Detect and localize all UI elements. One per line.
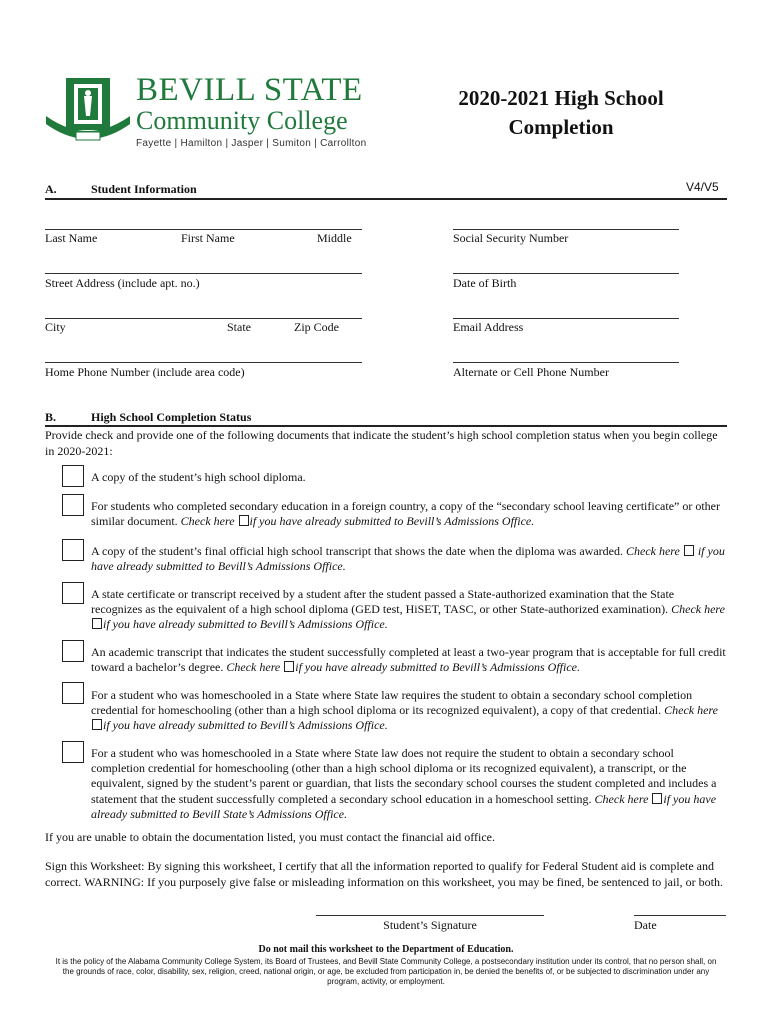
option-5-submitted-checkbox[interactable] [284,661,294,672]
option-6-submitted-checkbox[interactable] [92,719,102,730]
option-2-submitted-checkbox[interactable] [239,515,249,526]
section-b-rule [45,425,727,427]
name-field-line[interactable] [45,229,362,230]
signature-label: Student’s Signature [383,918,477,932]
dob-label: Date of Birth [453,276,517,290]
section-a-rule [45,198,727,200]
section-b-title: High School Completion Status [91,410,252,424]
ssn-label: Social Security Number [453,231,569,245]
option-7-checkbox[interactable] [62,741,84,763]
section-b-intro: Provide check and provide one of the following documents that indicate the student’s high school completion status when you begin college in 2020-2021: [45,428,718,458]
email-field-line[interactable] [453,318,679,319]
option-3-checkbox[interactable] [62,539,84,561]
option-1-text: A copy of the student’s high school diploma. [91,470,306,484]
option-3-text: A copy of the student’s final official high school transcript that shows the date when the diploma was awarded. Check here if you have already submitted to Bevill’s Admissions Office. [91,544,725,574]
section-a-letter: A. [45,182,57,196]
form-title: 2020-2021 High School Completion [458,86,664,139]
section-a-title: Student Information [91,182,197,196]
middle-label: Middle [317,231,352,245]
option-2-text: For students who completed secondary education in a foreign country, a copy of the “secondary school leaving certificate” or other similar document. Check here if you have already submitted to Bevill’s Admissions Office. [91,499,720,529]
dob-field-line[interactable] [453,273,679,274]
option-4-checkbox[interactable] [62,582,84,604]
logo-college-name: BEVILL STATE [136,72,363,108]
option-6-text: For a student who was homeschooled in a State where State law requires the student to obtain a secondary school completion credential for homeschooling (other than a high school diploma or its recognized equivalent), a copy of that credential. Check here if you have already submitted to Bevill’s Admissions Office. [91,688,718,733]
option-1-checkbox[interactable] [62,465,84,487]
signature-field-line[interactable] [316,915,544,916]
email-label: Email Address [453,320,524,334]
first-name-label: First Name [181,231,235,245]
city-field-line[interactable] [45,318,362,319]
option-7-submitted-checkbox[interactable] [652,793,662,804]
option-3-submitted-checkbox[interactable] [684,545,694,556]
state-label: State [227,320,251,334]
option-7-text: For a student who was homeschooled in a State where State law does not require the student to obtain a secondary school completion credential for homeschooling (other than a high school diploma or its recognized equivalent), a transcript, or the equivalent, signed by the student’s parent or guardian, that lists the secondary school courses the student completed and includes a statement that the student successfully completed a secondary school education in a homeschool setting. Check here if you have already submitted to Bevill State’s Admissions Office. [91,746,717,821]
section-b-letter: B. [45,410,57,424]
date-label: Date [634,918,657,932]
option-4-text: A state certificate or transcript received by a student after the student passed a State-authorized examination that the State recognizes as the equivalent of a high school diploma (GED test, HiSET, TASC, or other State-authorized examination). Check here if you have already submitted to Bevill’s Admissions Office. [91,587,725,632]
option-4-submitted-checkbox[interactable] [92,618,102,629]
college-logo-emblem [44,76,132,148]
ssn-field-line[interactable] [453,229,679,230]
alt-phone-field-line[interactable] [453,362,679,363]
do-not-mail-notice: Do not mail this worksheet to the Department of Education. [258,944,514,955]
street-field-line[interactable] [45,273,362,274]
date-field-line[interactable] [634,915,726,916]
last-name-label: Last Name [45,231,98,245]
option-5-checkbox[interactable] [62,640,84,662]
sign-statement: Sign this Worksheet: By signing this worksheet, I certify that all the information reported to qualify for Federal Student aid is complete and correct. WARNING: If you purposely give false or misleading information on this worksheet, you may be fined, be sentenced to jail, or both. [45,859,723,889]
logo-college-subtitle: Community College [136,106,348,135]
logo-campuses: Fayette | Hamilton | Jasper | Sumiton | Carrollton [136,138,367,149]
unable-notice: If you are unable to obtain the documentation listed, you must contact the financial aid office. [45,830,495,844]
alt-phone-label: Alternate or Cell Phone Number [453,365,609,379]
city-label: City [45,320,66,334]
nondiscrimination-policy: It is the policy of the Alabama Community College System, its Board of Trustees, and Bevill State Community College, a postsecondary institution under its control, that no person shall, on the grounds of race, color, disability, sex, religion, creed, national origin, or age, be excluded from participation in, be denied the benefits of, or be subjected to discrimination under any program, activity, or employment. [55,957,717,986]
version-label: V4/V5 [686,180,719,194]
option-2-checkbox[interactable] [62,494,84,516]
street-label: Street Address (include apt. no.) [45,276,200,290]
option-5-text: An academic transcript that indicates the student successfully completed at least a two-year program that is acceptable for full credit toward a bachelor’s degree. Check here if you have already submitted to Bevill’s Admissions Office. [91,645,726,675]
home-phone-field-line[interactable] [45,362,362,363]
zip-label: Zip Code [294,320,339,334]
home-phone-label: Home Phone Number (include area code) [45,365,245,379]
option-6-checkbox[interactable] [62,682,84,704]
